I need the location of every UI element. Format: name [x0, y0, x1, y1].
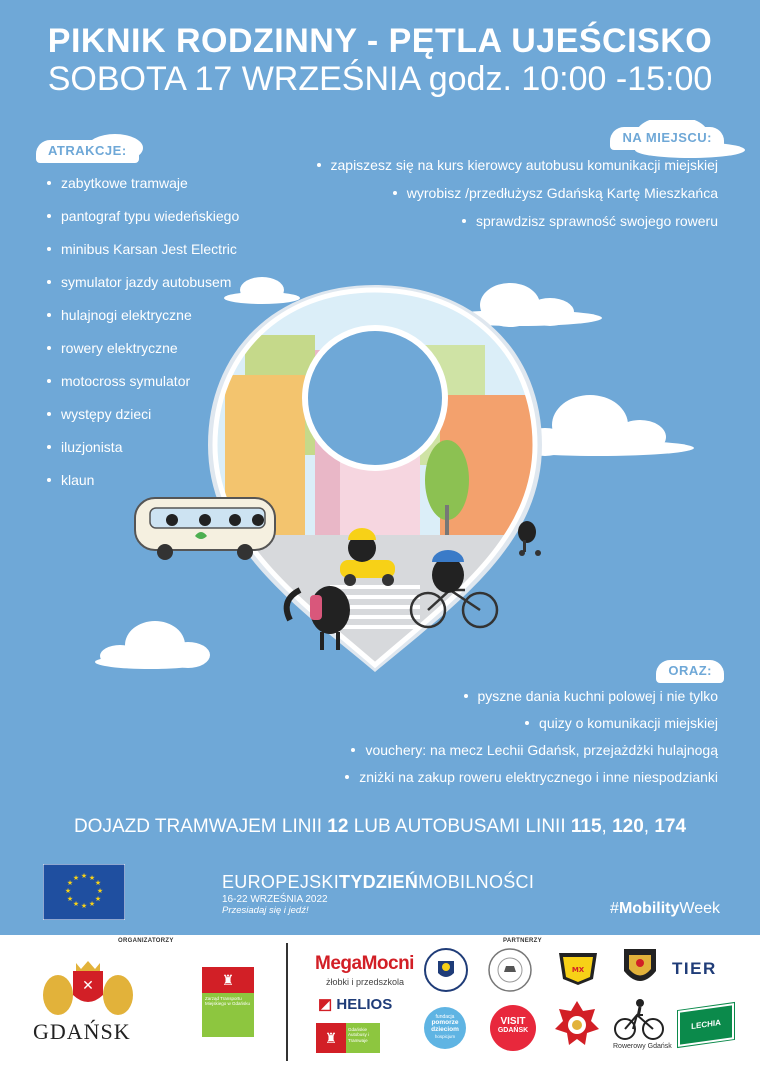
bus-illustration — [135, 498, 275, 560]
bus-line: 120 — [612, 816, 644, 837]
list-item: pantograf typu wiedeńskiego — [47, 208, 239, 224]
megamocni-subtitle: żłobki i przedszkola — [326, 977, 405, 987]
svg-text:★: ★ — [64, 887, 72, 895]
list-item: pyszne dania kuchni polowej i nie tylko — [464, 688, 718, 704]
svg-text:★: ★ — [94, 879, 102, 887]
lechia-logo: LECHIA — [678, 1003, 734, 1047]
list-item: symulator jazdy autobusem — [47, 274, 231, 290]
tram-line: 12 — [327, 816, 349, 837]
attractions-list — [47, 175, 307, 495]
on-site-label: NA MIEJSCU: — [610, 127, 724, 150]
helios-logo: ◩ HELIOS — [318, 996, 393, 1013]
mobility-week-logo: EUROPEJSKITYDZIEŃMOBILNOŚCI 16-22 WRZEŚNIA 2022 Przesiadaj się i jedź! — [222, 872, 535, 916]
pomorze-dzieciom-logo: fundacja pomorze dzieciom hospicjum — [424, 1007, 466, 1049]
gait-logo: ♜ Gdańskie Autobusy i Tramwaje — [316, 1023, 400, 1053]
svg-text:★: ★ — [94, 895, 102, 903]
tier-logo: TIER — [672, 959, 717, 978]
svg-text:★: ★ — [66, 879, 74, 887]
event-date-time: SOBOTA 17 WRZEŚNIA godz. 10:00 -15:00 — [47, 60, 713, 98]
svg-text:★: ★ — [88, 874, 96, 882]
divider — [286, 943, 288, 1061]
list-item: występy dzieci — [47, 406, 151, 422]
eu-flag-icon — [43, 864, 125, 920]
list-item: hulajnogi elektryczne — [47, 307, 192, 323]
list-item: motocross symulator — [47, 373, 190, 389]
bus-line: 174 — [654, 816, 687, 837]
list-item: rowery elektryczne — [47, 340, 178, 356]
megamocni-logo: MegaMocni — [315, 953, 414, 974]
list-item: wyrobisz /przedłużysz Gdańską Kartę Mieszkańca — [393, 185, 718, 201]
fire-brigade-badge-icon — [555, 999, 599, 1051]
on-site-list — [278, 157, 718, 237]
svg-text:★: ★ — [66, 895, 74, 903]
straz-miejska-badge-icon — [620, 945, 660, 991]
svg-text:★: ★ — [80, 872, 88, 880]
list-item: zapiszesz się na kurs kierowcy autobusu komunikacji miejskiej — [317, 157, 719, 173]
ztm-logo: ♜ Zarząd Transportu Miejskiego w Gdańsku — [202, 967, 254, 1037]
bus-line: 115 — [570, 816, 602, 837]
word-badge-icon — [487, 947, 533, 993]
helios-mark-icon: ◩ — [318, 996, 333, 1013]
also-list — [298, 688, 718, 798]
list-item: klaun — [47, 472, 94, 488]
svg-text:★: ★ — [88, 900, 96, 908]
police-badge-icon — [423, 947, 469, 993]
organizers-label: ORGANIZATORZY — [118, 938, 174, 944]
visit-gdansk-logo: VISIT GDAŃSK — [490, 1005, 536, 1051]
cloud-left-bottom — [95, 621, 210, 669]
ztm-crest-icon: ♜ — [202, 967, 254, 993]
pin-hole — [305, 328, 445, 468]
list-item: minibus Karsan Jest Electric — [47, 241, 237, 257]
list-item: zabytkowe tramwaje — [47, 175, 188, 191]
svg-text:✕: ✕ — [82, 978, 94, 994]
partners-label: PARTNERZY — [503, 938, 542, 944]
svg-text:★: ★ — [80, 902, 88, 910]
event-title: PIKNIK RODZINNY - PĘTLA UJEŚCISKO — [47, 22, 713, 60]
rowerowy-gdansk-label: Rowerowy Gdańsk — [613, 1043, 672, 1050]
list-item: vouchery: na mecz Lechii Gdańsk, przejażdżki hulajnogą — [351, 742, 718, 758]
list-item: sprawdzisz sprawność swojego roweru — [462, 213, 718, 229]
hashtag: #MobilityWeek — [610, 900, 720, 917]
svg-text:MX: MX — [571, 966, 585, 974]
svg-text:★: ★ — [72, 900, 80, 908]
svg-text:★: ★ — [96, 887, 104, 895]
list-item: zniżki na zakup roweru elektrycznego i inne niespodzianki — [345, 769, 718, 785]
rowerowy-gdansk-icon — [613, 997, 665, 1043]
motocross-badge-icon — [555, 947, 601, 987]
also-label: ORAZ: — [656, 660, 724, 683]
list-item: quizy o komunikacji miejskiej — [525, 715, 718, 731]
gait-crest-icon: ♜ — [316, 1023, 346, 1053]
list-item: iluzjonista — [47, 439, 122, 455]
scooter-person-right — [518, 521, 541, 556]
attractions-label: ATRAKCJE: — [36, 140, 139, 163]
gdansk-wordmark: GDAŃSK — [33, 1019, 131, 1044]
sponsors-strip — [0, 935, 760, 1069]
svg-text:★: ★ — [72, 874, 80, 882]
gdansk-crest-icon — [38, 957, 138, 1019]
transport-info: DOJAZD TRAMWAJEM LINII 12 LUB AUTOBUSAMI LINII 115, 120, 174 — [73, 816, 687, 837]
